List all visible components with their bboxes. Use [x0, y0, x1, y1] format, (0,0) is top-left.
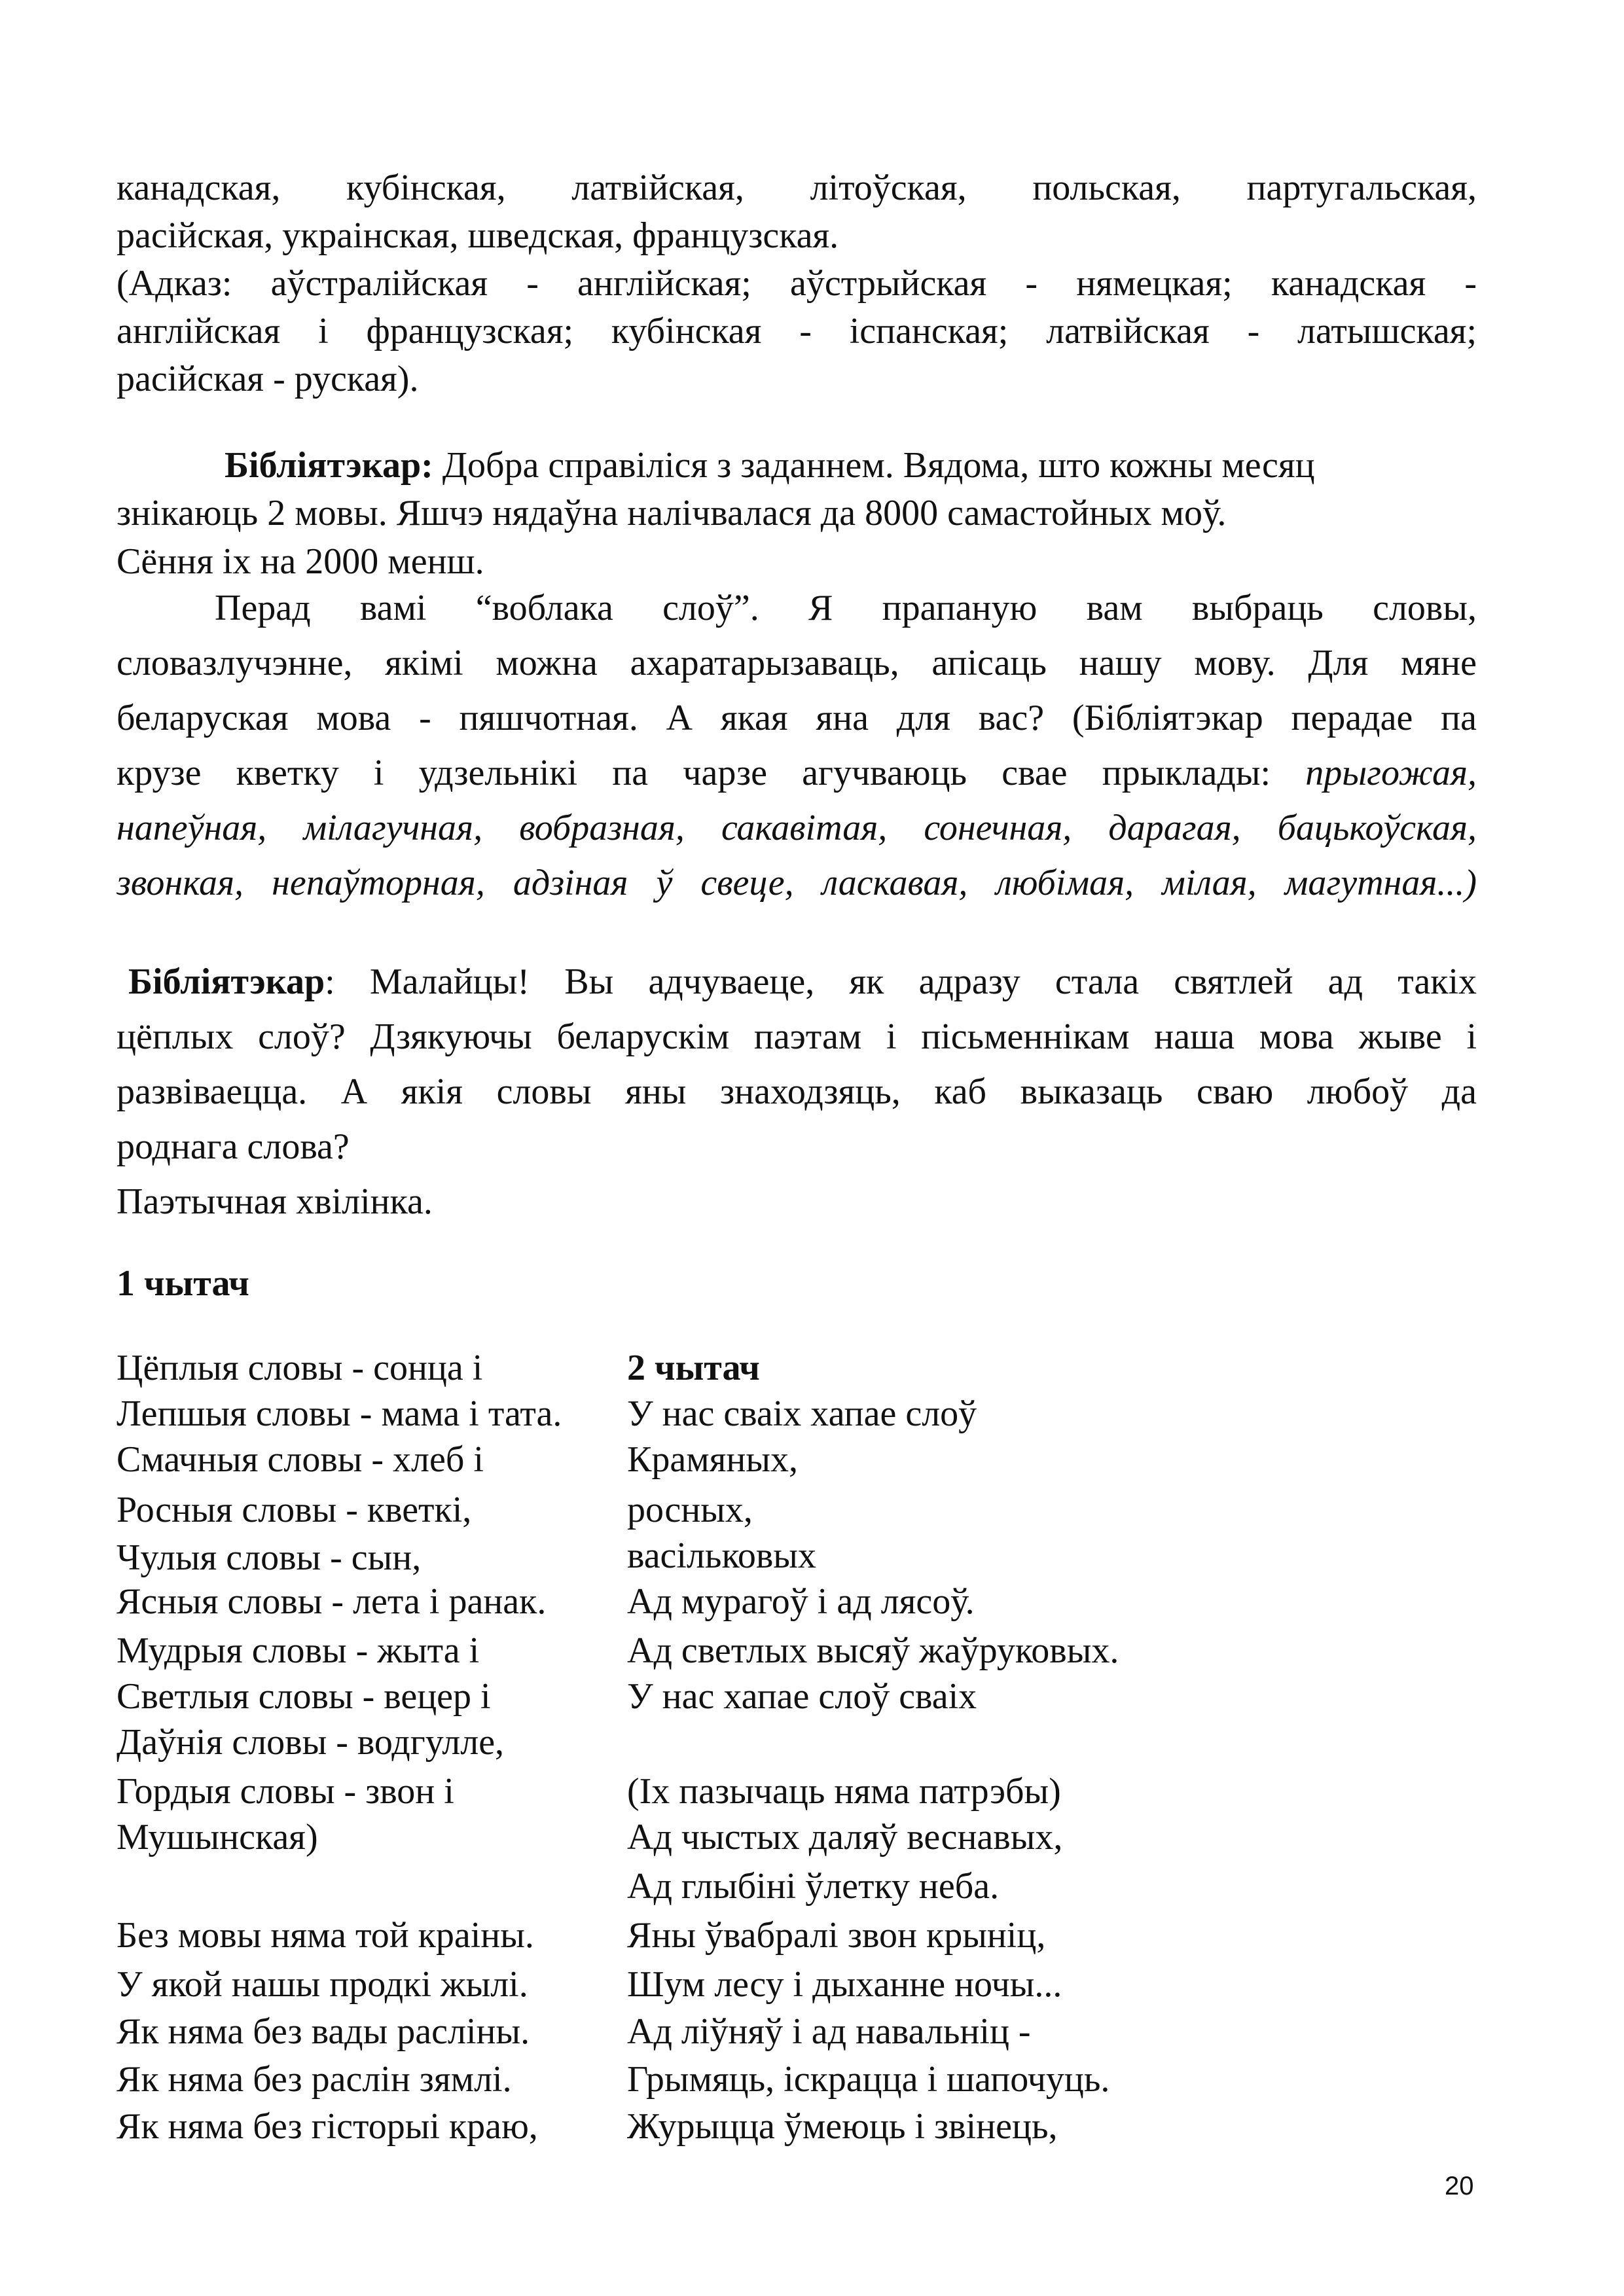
poem-line-left: Смачныя словы - хлеб і	[117, 1439, 484, 1480]
text-line: знікаюць 2 мовы. Яшчэ нядаўна налічвалася да 8000 самастойных моў.	[117, 493, 1227, 533]
text-line: канадская, кубінская, латвійская, літоўская, польская, партугальская,	[117, 168, 1477, 208]
poem-line-right: Ад чыстых даляў веснавых,	[627, 1817, 1063, 1857]
italic-text: звонкая, непаўторная, адзіная ў свеце, ласкавая, любімая, мілая, магутная...)	[117, 863, 1477, 903]
poem-line-left: Цёплыя словы - сонца і	[117, 1348, 483, 1388]
poem-line-left: Як няма без гісторыі краю,	[117, 2106, 538, 2147]
italic-line	[117, 800, 1477, 855]
poem-line-left: У якой нашы продкі жылі.	[117, 1964, 528, 2005]
speaker-label: Бібліятэкар	[128, 961, 325, 1002]
text-line: развіваецца. А якія словы яны знаходзяць, каб выказаць сваю любоў да	[117, 1071, 1477, 1112]
poem-line-right: Ад светлых высяў жаўруковых.	[627, 1630, 1119, 1671]
poem-line-left: Без мовы няма той краіны.	[117, 1915, 534, 1956]
poem-line-right: Яны ўвабралі звон крыніц,	[627, 1915, 1046, 1956]
text-line: цёплых слоў? Дзякуючы беларускім паэтам і пісьменнікам наша мова жыве і	[117, 1016, 1477, 1057]
text-line: расійская, украінская, шведская, французская.	[117, 215, 839, 256]
text-line: (Адказ: аўстралійская - англійская; аўстрыйская - нямецкая; канадская -	[117, 263, 1477, 304]
poem-line-left: Мушынская)	[117, 1817, 318, 1857]
poem-line-left: Лепшыя словы - мама і тата.	[117, 1393, 562, 1434]
poem-line-left: Як няма без вады расліны.	[117, 2011, 530, 2052]
poem-line-right: Журыцца ўмеюць і звінець,	[627, 2106, 1058, 2147]
poem-line-right: Шум лесу і дыханне ночы...	[627, 1964, 1062, 2005]
heading-text: 1 чытач	[117, 1263, 249, 1304]
librarian-remark-line	[225, 442, 1315, 490]
poem-line-right: Ад глыбіні ўлетку неба.	[627, 1866, 1000, 1907]
italic-text: напеўная, мілагучная, вобразная, сакавітая, сонечная, дарагая, бацькоўская,	[117, 808, 1477, 848]
paragraph-word-cloud	[117, 581, 1477, 910]
text-line: Паэтычная хвілінка.	[117, 1181, 433, 1222]
text-line: Добра справіліся з заданнем. Вядома, што кожны месяц	[433, 445, 1315, 486]
poem-line-right: У нас сваіх хапае слоў	[627, 1393, 977, 1434]
text-line: : Малайцы! Вы адчуваеце, як адразу стала святлей ад такіх	[325, 961, 1477, 1002]
poem-line-right: Крамяных,	[627, 1439, 798, 1480]
italic-text: прыгожая,	[1305, 753, 1477, 793]
paragraph-poetic-minute	[117, 954, 1477, 1229]
text-line: Перад вамі “воблака слоў”. Я прапаную вам выбраць словы,	[215, 588, 1477, 628]
poem-line-left: Ясныя словы - лета і ранак.	[117, 1581, 547, 1622]
text-line: роднага слова?	[117, 1126, 350, 1167]
page-number: 20	[1445, 2172, 1474, 2200]
italic-line	[117, 855, 1477, 910]
poem-line-left: Гордыя словы - звон і	[117, 1771, 454, 1812]
text-line: словазлучэнне, якімі можна ахаратарызаваць, апісаць нашу мову. Для мяне	[117, 643, 1477, 683]
poem-line-right: Грымяць, іскрацца і шапочуць.	[627, 2059, 1110, 2100]
speaker-label: Бібліятэкар:	[225, 445, 433, 486]
poem-line-right: Ад мурагоў і ад лясоў.	[627, 1581, 975, 1622]
poem-line-right: росных,	[627, 1490, 753, 1530]
poem-line-left: Светлыя словы - вецер і	[117, 1676, 491, 1717]
poem-line-right: (Іх пазычаць няма патрэбы)	[627, 1771, 1061, 1812]
text-line: англійская і французская; кубінская - іспанская; латвійская - латышская;	[117, 311, 1477, 351]
poem-line-left: Як няма без раслін зямлі.	[117, 2059, 512, 2100]
text-line-mixed	[117, 954, 1477, 1009]
poem-line-right: У нас хапае слоў сваіх	[627, 1676, 977, 1717]
reader-1-heading	[117, 1260, 249, 1308]
text-line: беларуская мова - пяшчотная. А якая яна для вас? (Бібліятэкар перадае па	[117, 698, 1477, 738]
poem-line-left: Чулыя словы - сын,	[117, 1537, 422, 1578]
poem-line-left: Даўнія словы - водгулле,	[117, 1722, 505, 1763]
paragraph-language-list	[117, 160, 1477, 399]
text-line: Сёння іх на 2000 менш.	[117, 541, 484, 582]
text-line: расійская - руская).	[117, 359, 419, 399]
reader-2-heading	[627, 1347, 760, 1389]
poem-line-right: васільковых	[627, 1535, 816, 1576]
heading-text: 2 чытач	[627, 1348, 760, 1388]
poem-line-right: Ад ліўняў і ад навальніц -	[627, 2011, 1031, 2052]
poem-line-left: Росныя словы - кветкі,	[117, 1490, 472, 1530]
text-line-mixed	[117, 745, 1477, 800]
poem-line-left: Мудрыя словы - жыта і	[117, 1630, 480, 1671]
text-line: крузе кветку і удзельнікі па чарзе агучваюць сваe прыклады:	[117, 753, 1306, 793]
